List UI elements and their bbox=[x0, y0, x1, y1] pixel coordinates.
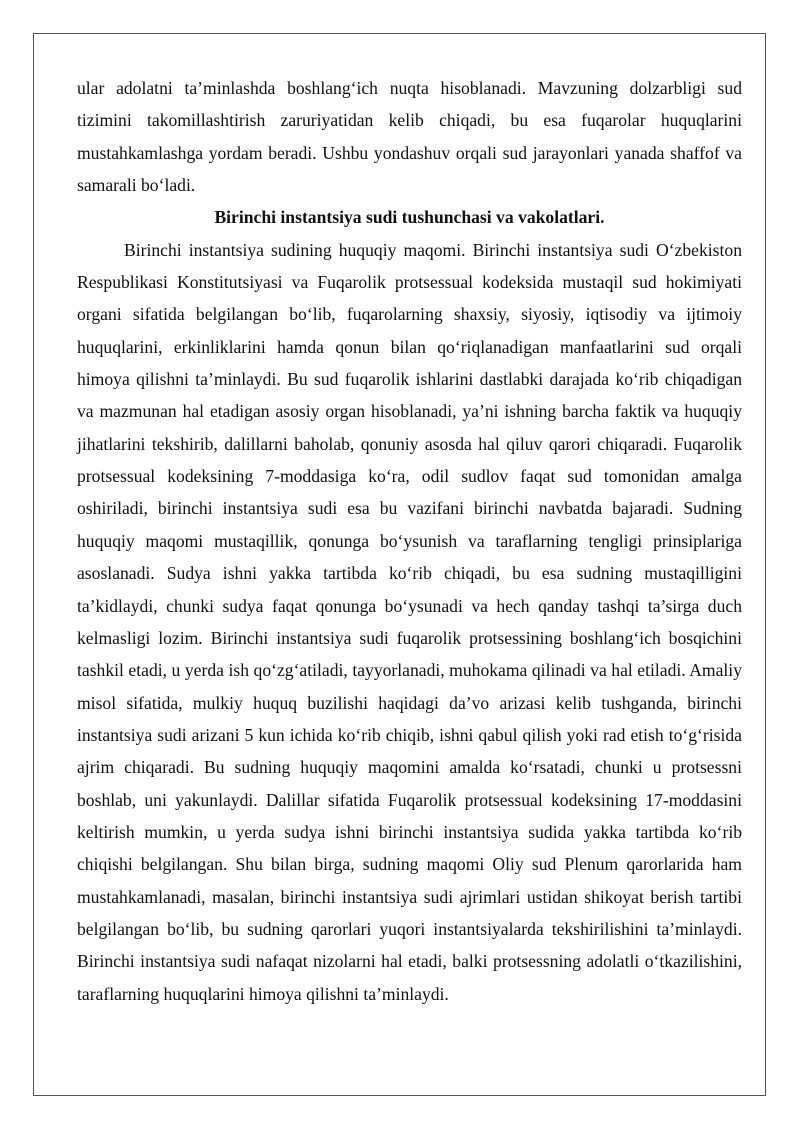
body-paragraph: Birinchi instantsiya sudining huquqiy maqomi. Birinchi instantsiya sudi O‘zbekiston Respublikasi Konstitutsiyasi va Fuqarolik protsessual kodeksida mustaqil sud hokimiyati organi sifatida belgilangan bo‘lib, fuqarolarning shaxsiy, siyosiy, iqtisodiy va ijtimoiy huquqlarini, erkinliklarini hamda qonun bilan qo‘riqlanadigan manfaatlarini sud orqali himoya qilishni ta’minlaydi. Bu sud fuqarolik ishlarini dastlabki darajada ko‘rib chiqadigan va mazmunan hal etadigan asosiy organ hisoblanadi, ya’ni ishning barcha faktik va huquqiy jihatlarini tekshirib, dalillarni baholab, qonuniy asosda hal qiluv qarori chiqaradi. Fuqarolik protsessual kodeksining 7-moddasiga ko‘ra, odil sudlov faqat sud tomonidan amalga oshiriladi, birinchi instantsiya sudi esa bu vazifani birinchi navbatda bajaradi. Sudning huquqiy maqomi mustaqillik, qonunga bo‘ysunish va taraflarning tengligi prinsiplariga asoslanadi. Sudya ishni yakka tartibda ko‘rib chiqadi, bu esa sudning mustaqilligini ta’kidlaydi, chunki sudya faqat qonunga bo‘ysunadi va hech qanday tashqi ta’sirga duch kelmasligi lozim. Birinchi instantsiya sudi fuqarolik protsessining boshlang‘ich bosqichini tashkil etadi, u yerda ish qo‘zg‘atiladi, tayyorlanadi, muhokama qilinadi va hal etiladi. Amaliy misol sifatida, mulkiy huquq buzilishi haqidagi da’vo arizasi kelib tushganda, birinchi instantsiya sudi arizani 5 kun ichida ko‘rib chiqib, ishni qabul qilish yoki rad etish to‘g‘risida ajrim chiqaradi. Bu sudning huquqiy maqomini amalda ko‘rsatadi, chunki u protsessni boshlab, uni yakunlaydi. Dalillar sifatida Fuqarolik protsessual kodeksining 17-moddasini keltirish mumkin, u yerda sudya ishni birinchi instantsiya sudida yakka tartibda ko‘rib chiqishi belgilangan. Shu bilan birga, sudning maqomi Oliy sud Plenum qarorlarida ham mustahkamlanadi, masalan, birinchi instantsiya sudi ajrimlari ustidan shikoyat berish tartibi belgilangan bo‘lib, bu sudning qarorlari yuqori instantsiyalarda tekshirilishini ta’minlaydi. Birinchi instantsiya sudi nafaqat nizolarni hal etadi, balki protsessning adolatli o‘tkazilishini, taraflarning huquqlarini himoya qilishni ta’minlaydi. bbox=[77, 239, 742, 1004]
intro-paragraph: ular adolatni ta’minlashda boshlang‘ich nuqta hisoblanadi. Mavzuning dolzarbligi sud tizimini takomillashtirish zaruriyatidan kelib chiqadi, bu esa fuqarolar huquqlarini mustahkamlashga yordam beradi. Ushbu yondashuv orqali sud jarayonlari yanada shaffof va samarali bo‘ladi. bbox=[77, 78, 742, 196]
section-heading: Birinchi instantsiya sudi tushunchasi va vakolatlari. bbox=[214, 207, 605, 228]
document-body bbox=[77, 72, 742, 1010]
